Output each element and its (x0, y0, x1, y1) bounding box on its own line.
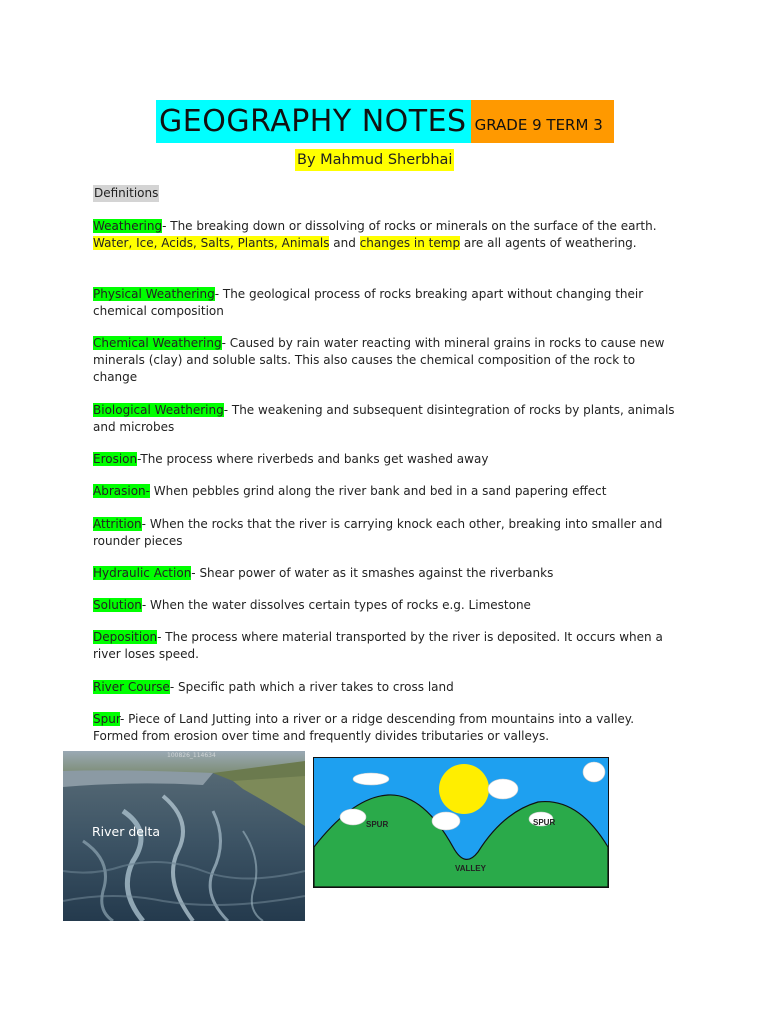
term: Abrasion- (93, 484, 150, 498)
temp-highlight: changes in temp (359, 236, 461, 250)
definition-text: - Piece of Land Jutting into a river or a ridge descending from mountains into a valley. Formed from erosion over time and frequently divides tributaries or valleys. (93, 712, 635, 743)
definition-text: - Caused by rain water reacting with mineral grains in rocks to cause new minerals (clay) and soluble salts. This also causes the chemical composition of the rock to change (93, 336, 665, 384)
cloud-icon (340, 809, 366, 825)
label-valley: VALLEY (455, 864, 486, 873)
term: Biological Weathering (93, 403, 224, 417)
term: River Course (93, 680, 170, 694)
term: Chemical Weathering (93, 336, 222, 350)
label-spur-left: SPUR (366, 820, 389, 829)
cloud-icon (432, 812, 460, 830)
definition-spur (93, 711, 678, 745)
definition-text: - The breaking down or dissolving of rocks or minerals on the surface of the earth. (162, 219, 657, 233)
term: Hydraulic Action (93, 566, 192, 580)
agents-highlight: Water, Ice, Acids, Salts, Plants, Animals (93, 236, 330, 250)
term: Erosion (93, 452, 138, 466)
term: Physical Weathering (93, 287, 215, 301)
section-heading: Definitions (94, 186, 159, 200)
definition-weathering (93, 218, 678, 252)
page-title: GEOGRAPHY NOTES (156, 100, 471, 143)
photo-stamp: 100826_114634 (167, 752, 216, 759)
grade-term-badge: GRADE 9 TERM 3 (471, 100, 614, 143)
definition-text: When pebbles grind along the river bank and bed in a sand papering effect (149, 484, 607, 498)
definition-text: - The weakening and subsequent disintegration of rocks by plants, animals and microbes (93, 403, 675, 434)
definition-attrition (93, 516, 678, 550)
definition-physical-weathering (93, 286, 678, 320)
photo-caption: River delta (92, 824, 161, 839)
term: Weathering (93, 219, 163, 233)
term: Solution (93, 598, 142, 612)
term: Spur (93, 712, 121, 726)
definition-text: - Specific path which a river takes to cross land (169, 680, 454, 694)
definition-text: - Shear power of water as it smashes against the riverbanks (191, 566, 554, 580)
river-delta-photo (63, 751, 305, 921)
definition-biological-weathering (93, 402, 678, 436)
author-line: By Mahmud Sherbhai (295, 149, 454, 171)
definition-text: - The process where material transported by the river is deposited. It occurs when a river loses speed. (93, 630, 663, 661)
definition-text: - When the water dissolves certain types of rocks e.g. Limestone (141, 598, 531, 612)
definition-text: -The process where riverbeds and banks get washed away (137, 452, 489, 466)
definition-deposition (93, 629, 678, 663)
definition-chemical-weathering (93, 335, 678, 386)
definition-text: - The geological process of rocks breaking apart without changing their chemical composition (93, 287, 644, 318)
cloud-icon (353, 773, 389, 785)
definition-text: - When the rocks that the river is carrying knock each other, breaking into smaller and rounder pieces (93, 517, 663, 548)
definition-text: are all agents of weathering. (460, 236, 637, 250)
definition-hydraulic-action (93, 565, 678, 582)
cloud-icon (583, 762, 605, 782)
definition-erosion (93, 451, 678, 468)
term: Deposition (93, 630, 158, 644)
title-banner (156, 100, 614, 143)
definition-solution (93, 597, 678, 614)
cloud-icon (488, 779, 518, 799)
sun-icon (439, 764, 489, 814)
definition-river-course (93, 679, 678, 696)
label-spur-right: SPUR (533, 818, 556, 827)
definition-abrasion (93, 483, 678, 500)
term: Attrition (93, 517, 142, 531)
connector-text: and (329, 236, 360, 250)
spur-valley-diagram (313, 757, 609, 888)
